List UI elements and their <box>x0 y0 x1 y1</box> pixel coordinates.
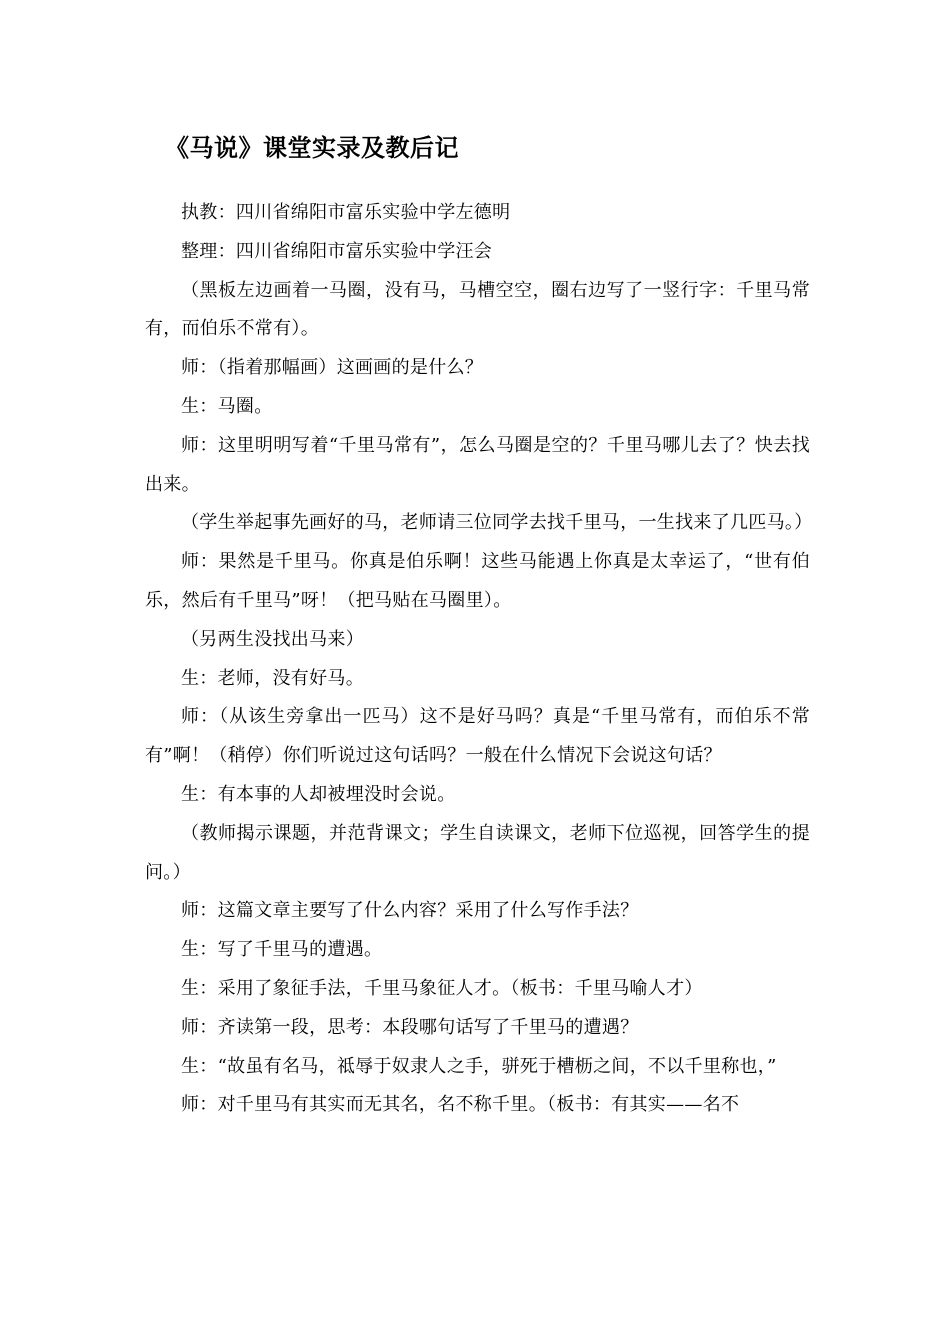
paragraph: 师：这篇文章主要写了什么内容？采用了什么写作手法？ <box>181 900 639 922</box>
paragraph: 师：对千里马有其实而无其名，名不称千里。（板书：有其实——名不 <box>181 1094 740 1116</box>
paragraph: 生：“故虽有名马，祗辱于奴隶人之手，骈死于槽枥之间，不以千里称也，” <box>181 1055 777 1077</box>
document-body <box>145 194 813 1125</box>
document-title: 《马说》课堂实录及教后记 <box>165 134 459 162</box>
paragraph: 师：（从该生旁拿出一匹马）这不是好马吗？真是“千里马常有，而伯乐不常有”啊！（稍停）你们听说过这句话吗？一般在什么情况下会说这句话？ <box>145 706 810 767</box>
paragraph: 执教：四川省绵阳市富乐实验中学左德明 <box>181 202 511 223</box>
paragraph: 整理：四川省绵阳市富乐实验中学汪会 <box>181 240 493 262</box>
paragraph: 生：有本事的人却被埋没时会说。 <box>181 783 456 805</box>
paragraph: 师：这里明明写着“千里马常有”，怎么马圈是空的？千里马哪儿去了？快去找出来。 <box>145 434 810 495</box>
paragraph: 生：采用了象征手法，千里马象征人才。（板书：千里马喻人才） <box>181 977 703 999</box>
paragraph: （教师揭示课题，并范背课文；学生自读课文，老师下位巡视，回答学生的提问。） <box>145 822 810 883</box>
paragraph: 师：（指着那幅画）这画画的是什么？ <box>181 357 484 379</box>
paragraph: 生：写了千里马的遭遇。 <box>181 939 383 961</box>
paragraph: 师：齐读第一段，思考：本段哪句话写了千里马的遭遇？ <box>181 1016 639 1038</box>
paragraph: 生：马圈。 <box>181 395 273 417</box>
paragraph: （黑板左边画着一马圈，没有马，马槽空空，圈右边写了一竖行字：千里马常有，而伯乐不常有）。 <box>145 279 810 340</box>
paragraph: 师：果然是千里马。你真是伯乐啊！这些马能遇上你真是太幸运了，“世有伯乐，然后有千里马”呀！（把马贴在马圈里）。 <box>145 551 810 611</box>
paragraph: （另两生没找出马来） <box>181 628 364 650</box>
paragraph: （学生举起事先画好的马，老师请三位同学去找千里马，一生找来了几匹马。） <box>181 512 813 534</box>
document-page <box>145 128 813 1125</box>
paragraph: 生：老师，没有好马。 <box>181 667 364 689</box>
